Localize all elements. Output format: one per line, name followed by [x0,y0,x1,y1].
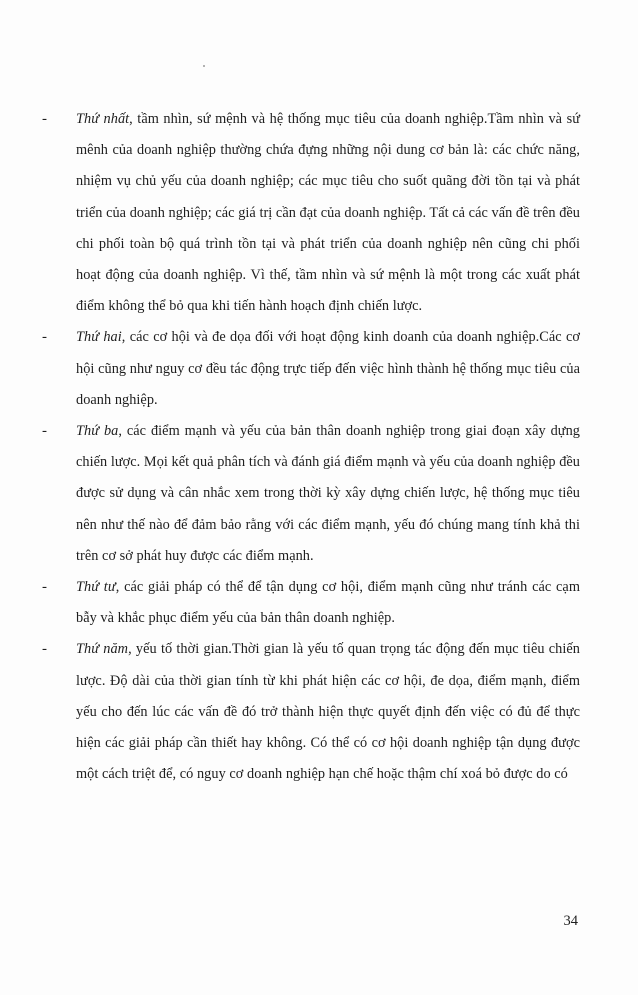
list-item-4 [42,572,580,634]
scan-speck [203,65,205,67]
paragraph [76,416,580,572]
list-dash: - [42,111,47,127]
list-item-3 [42,416,580,572]
paragraph-text: , các giải pháp có thể để tận dụng cơ hội, điểm mạnh cũng như tránh các cạm bẫy và khắc phục điểm yếu của bản thân doanh nghiệp. [76,579,581,627]
list-item-1 [42,104,580,322]
lead-term: Thứ ba [76,423,119,440]
list-dash: - [42,579,47,596]
lead-term: Thứ nhất [76,111,130,127]
paragraph-text: , tầm nhìn, sứ mệnh và hệ thống mục tiêu của doanh nghiệp.Tầm nhìn và sứ mênh của doanh nghiệp thường chứa đựng những nội dung cơ bản là: các chức năng, nhiệm vụ chủ yếu của doanh nghiệp; các mục tiêu cho suốt quãng đời tồn tại và phát triển của doanh nghiệp; các giá trị cần đạt của doanh nghiệp. Tất cả các vấn đề trên đều chi phối toàn bộ quá trình tồn tại và phát triển của doanh nghiệp nên cũng chi phối hoạt động của doanh nghiệp. Vì thế, tầm nhìn và sứ mệnh là một trong các xuất phát điểm không thể bỏ qua khi tiến hành hoạch định chiến lược. [76,111,580,315]
list-dash: - [42,423,47,440]
body-text [42,104,580,790]
paragraph-text: , yếu tố thời gian.Thời gian là yếu tố quan trọng tác động đến mục tiêu chiến lược. Độ dài của thời gian tính từ khi phát hiện các cơ hội, đe dọa, điểm mạnh, điểm yếu cho đến lúc các vấn đề đó trở thành hiện thực quyết định đến việc có đủ để thực hiện các giải pháp cần thiết hay không. Có thể có cơ hội doanh nghiệp tận dụng được một cách triệt để, có nguy cơ doanh nghiệp hạn chế hoặc thậm chí xoá bỏ được do có [76,641,580,783]
list-dash: - [42,329,47,346]
list-item-5 [42,634,580,790]
paragraph [76,322,580,416]
lead-term: Thứ hai [76,329,122,346]
list-item-2 [42,322,580,416]
paragraph [76,572,580,634]
page-number: 34 [563,913,578,929]
paragraph-text: , các điểm mạnh và yếu của bản thân doanh nghiệp trong giai đoạn xây dựng chiến lược. Mọi kết quả phân tích và đánh giá điểm mạnh và yếu của doanh nghiệp đều được sử dụng và cân nhắc xem trong thời kỳ xây dựng chiến lược, hệ thống mục tiêu nên như thế nào để đảm bảo rằng với các điểm mạnh, yếu đó chúng mang tính khả thi trên cơ sở phát huy được các điểm mạnh. [76,423,580,564]
paragraph [76,634,580,790]
lead-term: Thứ năm [76,641,129,658]
paragraph-text: , các cơ hội và đe dọa đối với hoạt động kinh doanh của doanh nghiệp.Các cơ hội cũng như nguy cơ đều tác động trực tiếp đến việc hình thành hệ thống mục tiêu của doanh nghiệp. [76,329,580,408]
paragraph [76,104,580,322]
list-dash: - [42,641,47,658]
lead-term: Thứ tư [76,579,116,596]
